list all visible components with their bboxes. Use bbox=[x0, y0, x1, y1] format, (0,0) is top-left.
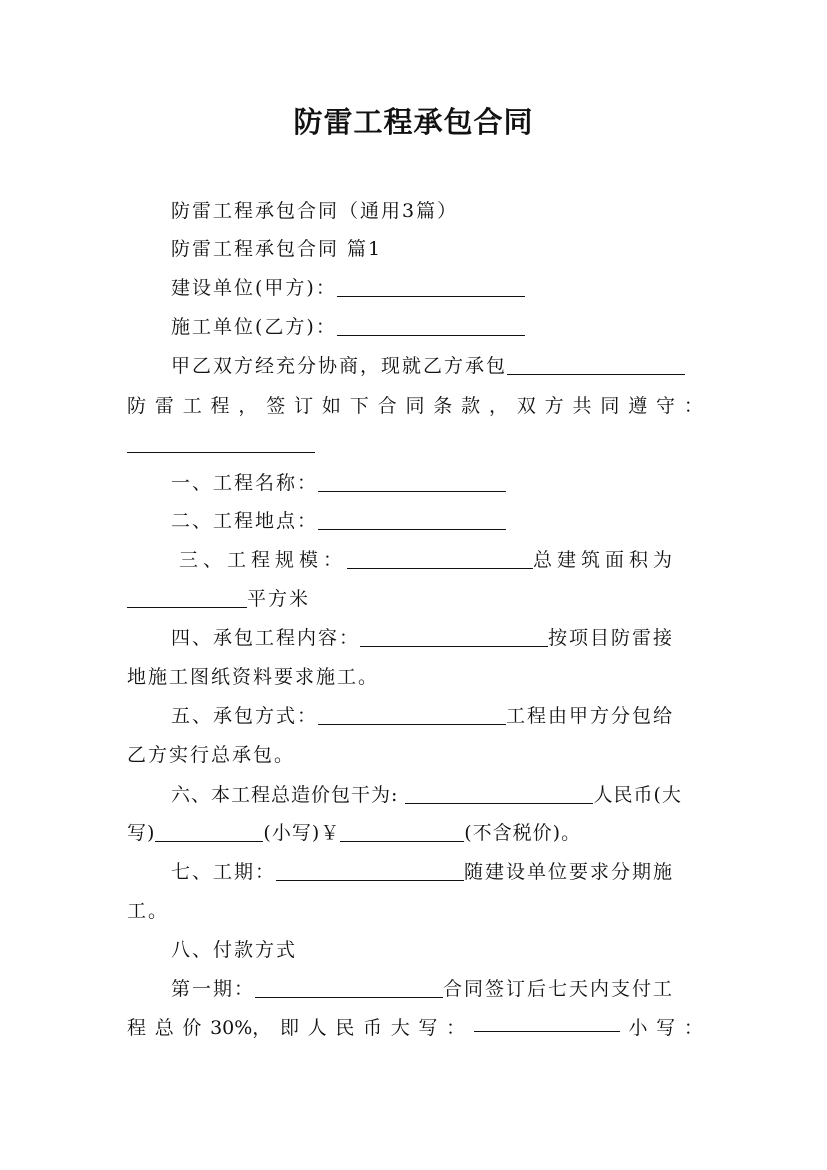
payment-char: 程 bbox=[127, 1017, 147, 1039]
intro-char: 雷 bbox=[154, 395, 174, 417]
document-title: 防雷工程承包合同 bbox=[293, 105, 534, 139]
payment-char: 小 bbox=[628, 1017, 648, 1039]
area-blank bbox=[127, 585, 247, 608]
intro-char: 工 bbox=[182, 395, 202, 417]
area-unit: 平方米 bbox=[247, 588, 311, 610]
item-1-label: 一、工程名称： bbox=[171, 472, 319, 494]
intro-char: 签 bbox=[266, 395, 286, 417]
item-8-line bbox=[127, 931, 703, 969]
intro-blank bbox=[127, 430, 315, 453]
item-1-line bbox=[127, 464, 703, 502]
project-scale-blank bbox=[347, 546, 533, 569]
item-7-text-2: 工。 bbox=[127, 900, 170, 922]
payment-char: 人 bbox=[307, 1017, 327, 1039]
item-2-label: 二、工程地点： bbox=[171, 510, 319, 532]
intro-char: 同 bbox=[600, 395, 620, 417]
party-a-line bbox=[127, 269, 703, 307]
contract-content-blank bbox=[360, 624, 548, 647]
payment-char: ： bbox=[683, 1017, 703, 1039]
item-3-suffix: 总建筑面积为 bbox=[533, 549, 678, 571]
tax-note: (不含税价)。 bbox=[464, 822, 582, 844]
payment-char: 大 bbox=[390, 1017, 410, 1039]
payment-char: 价 bbox=[182, 1017, 202, 1039]
item-6-line bbox=[127, 776, 703, 814]
item-4-suffix: 按项目防雷接 bbox=[548, 627, 675, 649]
duration-blank bbox=[276, 858, 464, 881]
item-4-line bbox=[127, 619, 703, 657]
subtitle-line bbox=[127, 192, 703, 230]
project-location-blank bbox=[318, 507, 506, 530]
payment-char: 总 bbox=[154, 1017, 174, 1039]
payment-char: 民 bbox=[335, 1017, 355, 1039]
payment-1-line bbox=[127, 970, 703, 1008]
item-3-label: 三、工程规模： bbox=[179, 549, 348, 571]
intro-char: 下 bbox=[349, 395, 369, 417]
item-5-line bbox=[127, 697, 703, 735]
intro-line-2 bbox=[127, 387, 703, 425]
item-4-label: 四、承包工程内容： bbox=[171, 627, 361, 649]
intro-text-1: 甲乙双方经充分协商，现就乙方承包 bbox=[171, 355, 508, 377]
intro-char: ， bbox=[238, 395, 258, 417]
project-blank bbox=[507, 352, 685, 375]
item-5-line-2 bbox=[127, 736, 703, 774]
payment-char: 币 bbox=[363, 1017, 383, 1039]
section-heading bbox=[127, 230, 703, 268]
item-7-label: 七、工期： bbox=[171, 861, 277, 883]
payment-1-blank bbox=[255, 975, 443, 998]
item-5-text-2: 乙方实行总承包。 bbox=[127, 744, 296, 766]
item-7-line-2 bbox=[127, 892, 703, 930]
item-6-suffix: 人民币(大 bbox=[593, 784, 682, 806]
party-b-line bbox=[127, 308, 703, 346]
intro-char: 遵 bbox=[628, 395, 648, 417]
section-heading-text: 防雷工程承包合同 篇1 bbox=[171, 238, 383, 260]
intro-char: 条 bbox=[433, 395, 453, 417]
item-6-line-2 bbox=[127, 814, 703, 852]
item-4-text-2: 地施工图纸资料要求施工。 bbox=[127, 666, 380, 688]
item-6-label: 六、本工程总造价包干为: bbox=[171, 784, 399, 806]
intro-line-1 bbox=[127, 347, 703, 385]
payment-uppercase-blank bbox=[474, 1009, 620, 1032]
intro-char: ： bbox=[683, 395, 703, 417]
payment-1-line-2 bbox=[127, 1009, 703, 1047]
item-7-suffix: 随建设单位要求分期施 bbox=[464, 861, 675, 883]
intro-char: 双 bbox=[516, 395, 536, 417]
intro-char: 款 bbox=[461, 395, 481, 417]
intro-char: 方 bbox=[544, 395, 564, 417]
intro-char: 程 bbox=[210, 395, 230, 417]
intro-line-3 bbox=[127, 425, 703, 463]
item-7-line bbox=[127, 853, 703, 891]
intro-char: 合 bbox=[377, 395, 397, 417]
payment-char: 写 bbox=[656, 1017, 676, 1039]
item-5-suffix: 工程由甲方分包给 bbox=[506, 705, 675, 727]
intro-char: 守 bbox=[656, 395, 676, 417]
party-b-label: 施工单位(乙方)： bbox=[171, 316, 337, 338]
intro-char: 防 bbox=[127, 395, 147, 417]
intro-char: 共 bbox=[572, 395, 592, 417]
party-a-blank bbox=[337, 274, 525, 297]
party-b-blank bbox=[337, 313, 525, 336]
project-name-blank bbox=[318, 469, 506, 492]
uppercase-amount-blank bbox=[155, 819, 263, 842]
item-3-line bbox=[127, 541, 703, 579]
intro-char: 同 bbox=[405, 395, 425, 417]
payment-char: 写 bbox=[418, 1017, 438, 1039]
intro-char: ， bbox=[488, 395, 508, 417]
uppercase-label: 写) bbox=[127, 822, 156, 844]
intro-char: 订 bbox=[294, 395, 314, 417]
lowercase-label: (小写)￥ bbox=[263, 822, 341, 844]
payment-1-label: 第一期： bbox=[171, 978, 256, 1000]
intro-char: 如 bbox=[321, 395, 341, 417]
payment-char: ： bbox=[446, 1017, 466, 1039]
item-3-line-2 bbox=[127, 580, 703, 618]
lowercase-amount-blank bbox=[340, 819, 464, 842]
contract-method-blank bbox=[318, 702, 506, 725]
payment-char: 30%， bbox=[210, 1017, 272, 1039]
item-5-label: 五、承包方式： bbox=[171, 705, 319, 727]
item-4-line-2 bbox=[127, 658, 703, 696]
party-a-label: 建设单位(甲方)： bbox=[171, 277, 337, 299]
payment-1-suffix: 合同签订后七天内支付工 bbox=[443, 978, 675, 1000]
item-2-line bbox=[127, 502, 703, 540]
total-price-blank bbox=[405, 781, 593, 804]
subtitle-text: 防雷工程承包合同（通用3篇） bbox=[171, 200, 459, 222]
item-8-label: 八、付款方式 bbox=[171, 939, 298, 961]
payment-char: 即 bbox=[279, 1017, 299, 1039]
